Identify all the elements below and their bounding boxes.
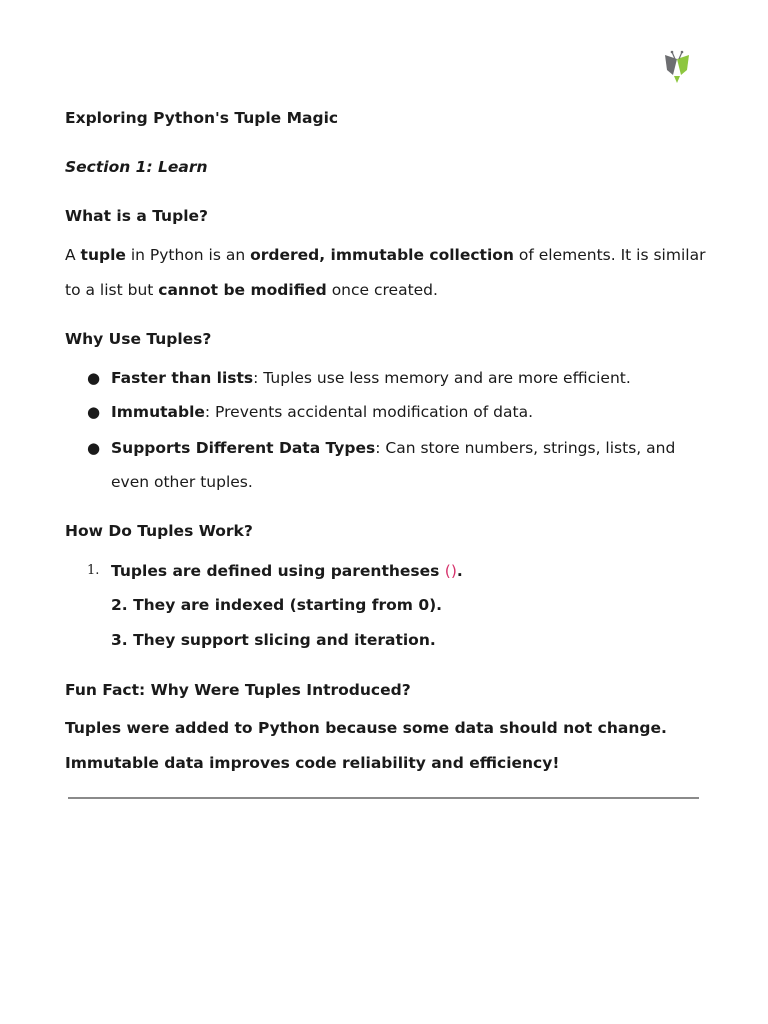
- why-heading: Why Use Tuples?: [65, 330, 212, 348]
- what-heading: What is a Tuple?: [65, 207, 209, 225]
- bullet-icon: ●: [87, 369, 101, 387]
- list-item: Faster than lists: Tuples use less memory and are more efficient.: [111, 369, 631, 387]
- list-number: 1.: [87, 563, 100, 578]
- fun-fact-line-1: Tuples were added to Python because some data should not change.: [65, 719, 667, 737]
- bullet-icon: ●: [87, 439, 101, 457]
- parentheses-code: (): [444, 562, 457, 580]
- list-item: 3. They support slicing and iteration.: [111, 631, 436, 649]
- list-item: Supports Different Data Types: Can store numbers, strings, lists, and: [111, 439, 676, 457]
- document-title: Exploring Python's Tuple Magic: [65, 109, 339, 127]
- horizontal-divider: [68, 797, 699, 799]
- fun-fact-heading: Fun Fact: Why Were Tuples Introduced?: [65, 681, 411, 699]
- what-paragraph-line-1: A tuple in Python is an ordered, immutable collection of elements. It is similar: [65, 246, 706, 264]
- list-item: Tuples are defined using parentheses ().: [111, 562, 463, 580]
- how-heading: How Do Tuples Work?: [65, 522, 253, 540]
- list-item: Immutable: Prevents accidental modification of data.: [111, 403, 534, 421]
- list-item: 2. They are indexed (starting from 0).: [111, 596, 443, 614]
- what-paragraph-line-2: to a list but cannot be modified once created.: [65, 281, 438, 299]
- fun-fact-line-2: Immutable data improves code reliability and efficiency!: [65, 754, 560, 772]
- butterfly-logo-icon: [660, 50, 694, 84]
- bullet-icon: ●: [87, 403, 101, 421]
- list-item-continuation: even other tuples.: [111, 473, 253, 491]
- section-heading: Section 1: Learn: [65, 158, 208, 176]
